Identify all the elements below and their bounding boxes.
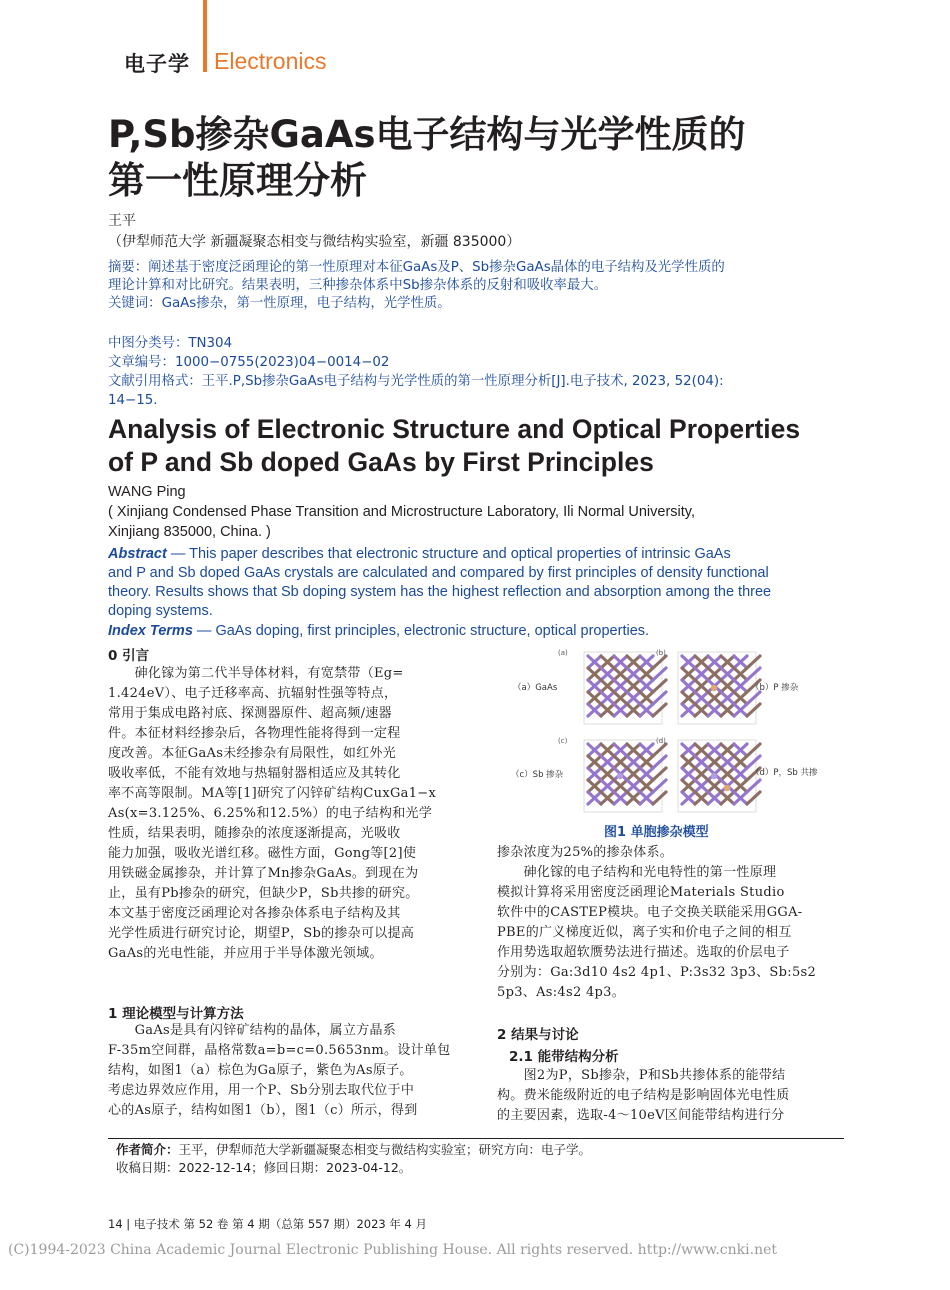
body-text-line: 考虑边界效应作用，用一个P、Sb分别去取代位于中 xyxy=(108,1083,415,1098)
abstract-en-text-1: — This paper describes that electronic structure and optical properties of intrinsic GaAs xyxy=(166,546,731,562)
section-2-1-heading: 2.1 能带结构分析 xyxy=(509,1049,619,1065)
panel-tag-d: (d) xyxy=(656,737,666,745)
article-number-value: 1000−0755(2023)04−0014−02 xyxy=(174,355,390,370)
body-text-line: PBE的广义梯度近似，离子实和价电子之间的相互 xyxy=(497,925,792,940)
classification-number xyxy=(108,335,232,353)
title-cn-line-1: P,Sb掺杂GaAs电子结构与光学性质的 xyxy=(108,113,746,156)
author-bio-label: 作者简介： xyxy=(116,1142,179,1157)
footnote-divider xyxy=(108,1138,844,1139)
body-text-line: 能力加强，吸收光谱红移。磁性方面，Gong等[2]使 xyxy=(108,846,417,861)
body-text-line: 用铁磁金属掺杂，并计算了Mn掺杂GaAs。到现在为 xyxy=(108,866,419,881)
keywords-cn xyxy=(108,295,451,313)
article-number xyxy=(108,354,389,372)
body-text-line: F-35m空间群，晶格常数a=b=c=0.5653nm。设计单包 xyxy=(108,1043,451,1058)
body-text-line: 吸收率低，不能有效地与热辐射器相适应及其转化 xyxy=(108,766,401,781)
title-en-line-2: of P and Sb doped GaAs by First Principles xyxy=(108,447,654,477)
body-text-line: GaAs的光电性能，并应用于半导体激光领域。 xyxy=(108,946,383,961)
affiliation-cn: （伊犁师范大学 新疆凝聚态相变与微结构实验室，新疆 835000） xyxy=(108,234,521,250)
panel-tag-b: (b) xyxy=(656,649,666,657)
author-cn: 王平 xyxy=(108,213,136,229)
index-terms-label: Index Terms xyxy=(108,623,193,639)
abstract-cn-label: 摘要： xyxy=(108,260,149,275)
body-text-line: 件。本征材料经掺杂后，各物理性能将得到一定程 xyxy=(108,726,401,741)
section-1-body xyxy=(108,1021,493,1121)
panel-label-d: （d）P，Sb 共掺 xyxy=(751,768,818,778)
body-text-line: 掺杂浓度为25%的掺杂体系。 xyxy=(497,845,674,860)
body-text-line: 结构，如图1（a）棕色为Ga原子，紫色为As原子。 xyxy=(108,1063,413,1078)
body-text-line: GaAs是具有闪锌矿结构的晶体，属立方晶系 xyxy=(108,1023,397,1038)
abstract-cn-line-2: 理论计算和对比研究。结果表明，三种掺杂体系中Sb掺杂体系的反射和吸收率最大。 xyxy=(108,278,608,293)
body-text-line: 止，虽有Pb掺杂的研究，但缺少P，Sb共掺的研究。 xyxy=(108,886,419,901)
body-text-line: 心的As原子，结构如图1（b），图1（c）所示，得到 xyxy=(108,1103,418,1118)
abstract-cn-line-1 xyxy=(108,259,725,277)
body-text-line: 常用于集成电路衬底、探测器原件、超高频/速器 xyxy=(108,706,392,721)
section-1-body-continued xyxy=(497,843,844,1003)
section-1-heading: 1 理论模型与计算方法 xyxy=(108,1006,244,1022)
citation-line-2: 14−15. xyxy=(108,393,158,408)
affiliation-en-line-1: ( Xinjiang Condensed Phase Transition and Microstructure Laboratory, Ili Normal University, xyxy=(108,504,695,520)
section-2-1-body xyxy=(497,1066,844,1126)
abstract-en-line-4: doping systems. xyxy=(108,603,213,619)
section-0-heading: 0 引言 xyxy=(108,648,150,664)
figure-panel-labels xyxy=(505,648,845,824)
affiliation-en-line-2: Xinjiang 835000, China. ) xyxy=(108,524,271,540)
citation-text-1: 王平.P,Sb掺杂GaAs电子结构与光学性质的第一性原理分析[J].电子技术, 2023, 52(04): xyxy=(201,374,724,389)
figure-caption: 图1 单胞掺杂模型 xyxy=(604,825,709,840)
article-number-label: 文章编号： xyxy=(108,355,175,370)
page-footer: 14 | 电子技术 第 52 卷 第 4 期（总第 557 期）2023 年 4 月 xyxy=(108,1217,428,1231)
author-bio xyxy=(116,1141,591,1159)
classification-label: 中图分类号： xyxy=(108,336,189,351)
body-text-line: 本文基于密度泛函理论对各掺杂体系电子结构及其 xyxy=(108,906,401,921)
title-en-line-1: Analysis of Electronic Structure and Optical Properties xyxy=(108,414,801,444)
section-0-body xyxy=(108,664,493,964)
panel-label-b: （b）P 掺杂 xyxy=(751,683,799,693)
abstract-en-line-3: theory. Results shows that Sb doping system has the highest reflection and absorption among the three xyxy=(108,584,772,600)
body-text-line: As(x=3.125%、6.25%和12.5%）的电子结构和光学 xyxy=(108,806,433,821)
body-text-line: 的主要因素，选取-4～10eV区间能带结构进行分 xyxy=(497,1108,785,1123)
index-terms xyxy=(108,622,649,642)
citation-label: 文献引用格式： xyxy=(108,374,202,389)
panel-label-c: （c）Sb 掺杂 xyxy=(511,770,564,780)
abstract-en-label: Abstract xyxy=(108,546,167,562)
body-text-line: 性质，结果表明，随掺杂的浓度逐渐提高，光吸收 xyxy=(108,826,401,841)
citation-line-1 xyxy=(108,373,724,391)
header-category-en: Electronics xyxy=(214,48,327,74)
panel-label-a: （a）GaAs xyxy=(513,683,558,693)
classification-value: TN304 xyxy=(188,336,233,351)
header-category-cn: 电子学 xyxy=(124,52,190,76)
body-text-line: 模拟计算将采用密度泛函理论Materials Studio xyxy=(497,885,785,900)
author-en: WANG Ping xyxy=(108,484,186,500)
keywords-cn-label: 关键词： xyxy=(108,296,162,311)
body-text-line: 作用势选取超软赝势法进行描述。选取的价层电子 xyxy=(497,945,790,960)
copyright-line: (C)1994-2023 China Academic Journal Electronic Publishing House. All rights reserved. http://www.cnki.net xyxy=(8,1242,778,1258)
header-accent-bar xyxy=(203,0,207,72)
title-cn-line-2: 第一性原理分析 xyxy=(108,159,367,202)
abstract-en-line-1 xyxy=(108,545,731,565)
body-text-line: 砷化镓为第二代半导体材料，有宽禁带（Eg= xyxy=(108,666,404,681)
body-text-line: 砷化镓的电子结构和光电特性的第一性原理 xyxy=(497,865,777,880)
body-text-line: 度改善。本征GaAs未经掺杂有局限性，如红外光 xyxy=(108,746,397,761)
body-text-line: 构。费米能级附近的电子结构是影响固体光电性质 xyxy=(497,1088,790,1103)
body-text-line: 图2为P，Sb掺杂，P和Sb共掺体系的能带结 xyxy=(497,1068,786,1083)
abstract-en-line-2: and P and Sb doped GaAs crystals are calculated and compared by first principles of density functional xyxy=(108,565,769,581)
keywords-cn-text: GaAs掺杂，第一性原理，电子结构，光学性质。 xyxy=(161,296,451,311)
body-text-line: 软件中的CASTEP模块。电子交换关联能采用GGA- xyxy=(497,905,803,920)
panel-tag-c: (c) xyxy=(558,737,568,745)
panel-tag-a: (a) xyxy=(558,649,568,657)
body-text-line: 光学性质进行研究讨论，期望P，Sb的掺杂可以提高 xyxy=(108,926,415,941)
section-2-heading: 2 结果与讨论 xyxy=(497,1027,579,1043)
body-text-line: 率不高等限制。MA等[1]研究了闪锌矿结构CuxGa1−x xyxy=(108,786,437,801)
body-text-line: 5p3、As:4s2 4p3。 xyxy=(497,985,626,1000)
author-note xyxy=(116,1141,591,1177)
body-text-line: 分别为：Ga:3d10 4s2 4p1、P:3s32 3p3、Sb:5s2 xyxy=(497,965,817,980)
body-text-line: 1.424eV）、电子迁移率高、抗辐射性强等特点， xyxy=(108,686,398,701)
index-terms-text: — GaAs doping, first principles, electronic structure, optical properties. xyxy=(192,623,650,639)
abstract-cn-text-1: 阐述基于密度泛函理论的第一性原理对本征GaAs及P、Sb掺杂GaAs晶体的电子结构及光学性质的 xyxy=(148,260,725,275)
received-dates: 收稿日期：2022-12-14；修回日期：2023-04-12。 xyxy=(116,1160,412,1175)
author-bio-text: 王平，伊犁师范大学新疆凝聚态相变与微结构实验室；研究方向：电子学。 xyxy=(178,1142,592,1157)
